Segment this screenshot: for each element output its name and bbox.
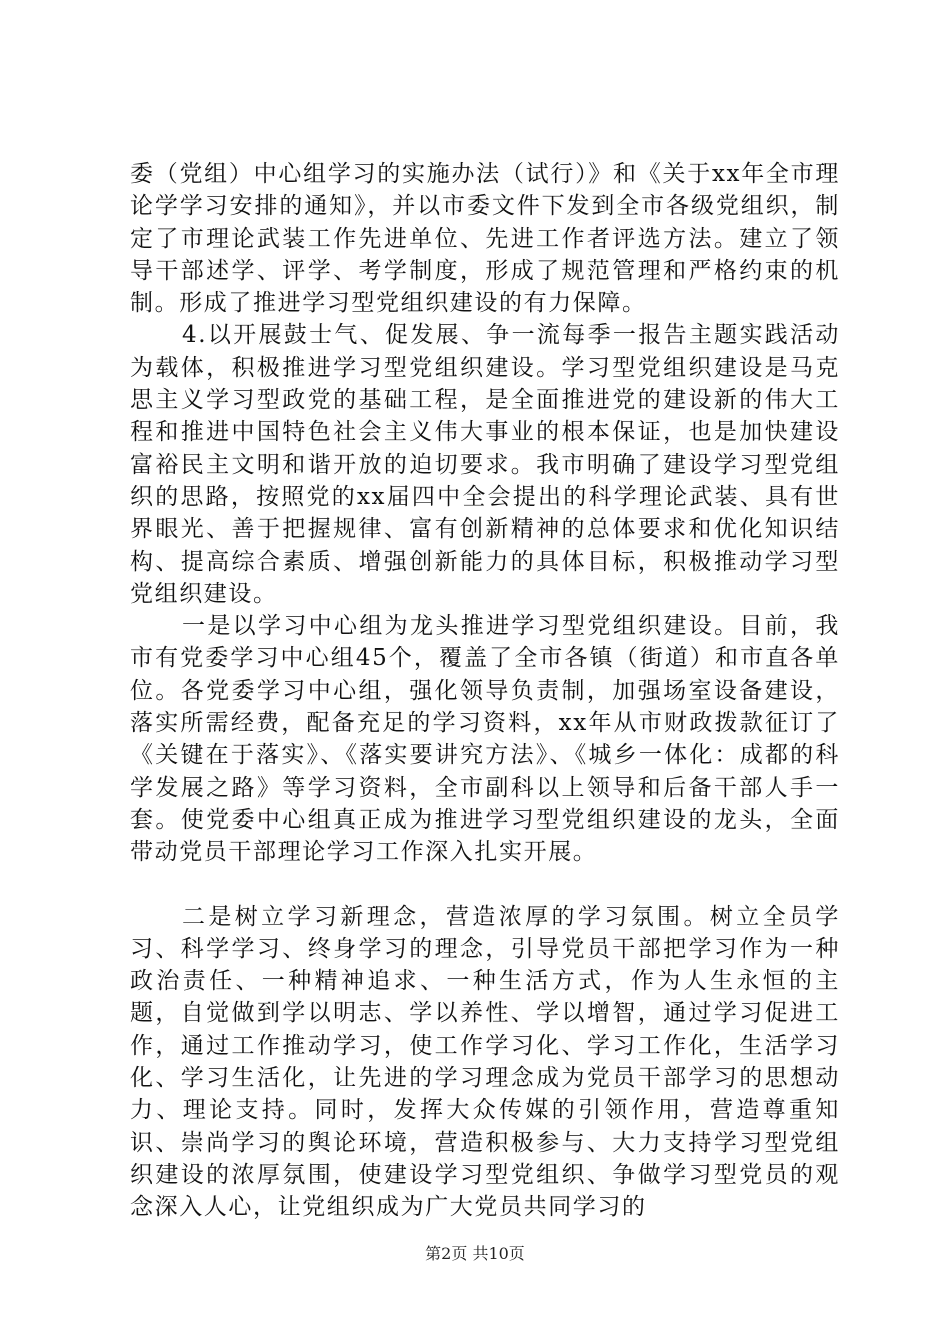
paragraph-spacer [130, 869, 840, 901]
paragraph-point-one: 一是以学习中心组为龙头推进学习型党组织建设。目前，我市有党委学习中心组45个，覆盖了全市各镇（街道）和市直各单位。各党委学习中心组，强化领导负责制，加强场室设备建设，落实所需经费，配备充足的学习资料，xx年从市财政拨款征订了《关键在于落实》、《落实要讲究方法》、《城乡一体化：成都的科学发展之路》等学习资料，全市副科以上领导和后备干部人手一套。使党委中心组真正成为推进学习型党组织建设的龙头，全面带动党员干部理论学习工作深入扎实开展。 [130, 613, 840, 866]
paragraph-item-4: 4.以开展鼓士气、促发展、争一流每季一报告主题实践活动为载体，积极推进学习型党组织建设。学习型党组织建设是马克思主义学习型政党的基础工程，是全面推进党的建设新的伟大工程和推进中国特色社会主义伟大事业的根本保证，也是加快建设富裕民主文明和谐开放的迫切要求。我市明确了建设学习型党组织的思路，按照党的xx届四中全会提出的科学理论武装、具有世界眼光、善于把握规律、富有创新精神的总体要求和优化知识结构、提高综合素质、增强创新能力的具体目标，积极推动学习型党组织建设。 [130, 322, 840, 607]
paragraph-continuation: 委（党组）中心组学习的实施办法（试行）》和《关于xx年全市理论学学习安排的通知》，并以市委文件下发到全市各级党组织，制定了市理论武装工作先进单位、先进工作者评选方法。建立了领导干部述学、评学、考学制度，形成了规范管理和严格约束的机制。形成了推进学习型党组织建设的有力保障。 [130, 161, 840, 317]
paragraph-point-two: 二是树立学习新理念，营造浓厚的学习氛围。树立全员学习、科学学习、终身学习的理念，引导党员干部把学习作为一种政治责任、一种精神追求、一种生活方式，作为人生永恒的主题，自觉做到学以明志、学以养性、学以增智，通过学习促进工作，通过工作推动学习，使工作学习化、学习工作化，生活学习化、学习生活化，让先进的学习理念成为党员干部学习的思想动力、理论支持。同时，发挥大众传媒的引领作用，营造尊重知识、崇尚学习的舆论环境，营造积极参与、大力支持学习型党组织建设的浓厚氛围，使建设学习型党组织、争做学习型党员的观念深入人心，让党组织成为广大党员共同学习的 [130, 903, 840, 1221]
document-body [130, 158, 840, 1224]
page-footer: 第2页 共10页 [425, 1244, 525, 1263]
